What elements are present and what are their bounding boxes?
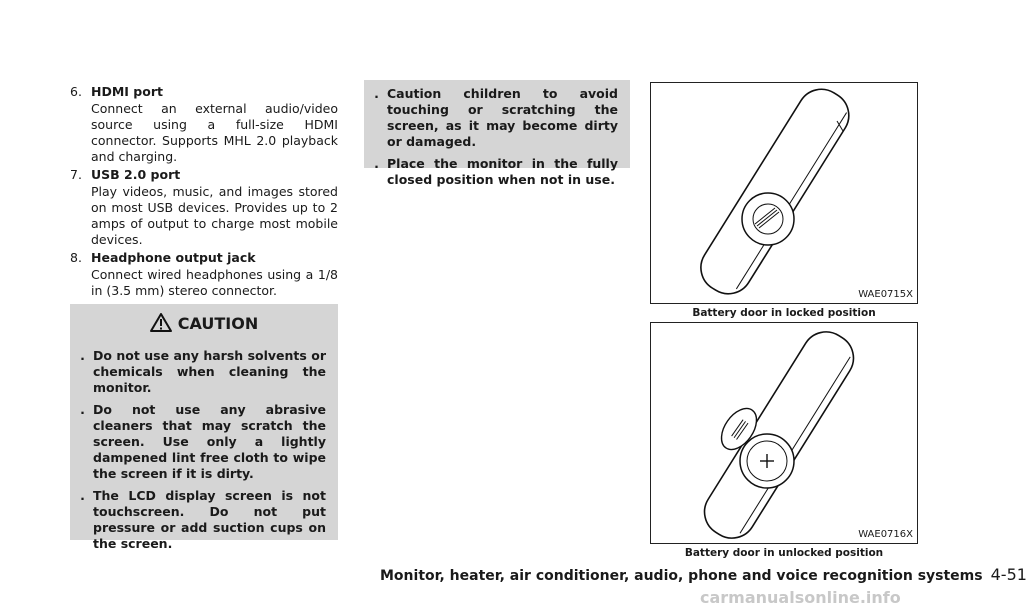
item-title: Headphone output jack	[91, 250, 256, 265]
bullet: .	[80, 348, 85, 363]
figure-battery-door-unlocked	[650, 322, 918, 544]
bullet: .	[374, 86, 379, 101]
caution-text: Do not use any abrasive cleaners that may scratch the screen. Use only a lightly dampened lint free cloth to wipe the screen if it is dirty.	[93, 402, 326, 481]
remote-unlocked-illustration	[651, 323, 917, 543]
bullet: .	[374, 156, 379, 171]
item-number: 6.	[70, 84, 82, 99]
remote-locked-illustration	[651, 83, 917, 303]
figure-code: WAE0715X	[858, 289, 913, 300]
caution-list	[70, 348, 338, 558]
item-number: 7.	[70, 167, 82, 182]
figure-caption: Battery door in locked position	[692, 307, 876, 319]
caution-text: Place the monitor in the fully closed position when not in use.	[387, 156, 618, 187]
watermark: carmanualsonline.info	[700, 588, 901, 607]
caution-item	[70, 348, 338, 396]
item-description: Connect wired headphones using a 1/8 in (3.5 mm) stereo connector.	[91, 267, 338, 298]
list-item	[70, 250, 338, 266]
caution-continued-box	[364, 80, 630, 187]
caution-item	[70, 488, 338, 552]
list-item	[70, 84, 338, 100]
item-number: 8.	[70, 250, 82, 265]
bullet: .	[80, 402, 85, 417]
section-title: Monitor, heater, air conditioner, audio, phone and voice recognition systems	[380, 568, 983, 584]
caution-heading	[70, 312, 338, 339]
page-number: 4-51	[990, 565, 1027, 584]
caution-box	[70, 304, 338, 551]
list-item	[70, 167, 338, 183]
caution-item	[70, 402, 338, 482]
item-description: Play videos, music, and images stored on most USB devices. Provides up to 2 amps of output to charge most mobile devices.	[91, 184, 338, 247]
caution-title: CAUTION	[177, 314, 259, 333]
page-footer	[380, 565, 1027, 584]
figure-code: WAE0716X	[858, 529, 913, 540]
caution-text: Caution children to avoid touching or scratching the screen, as it may become dirty or damaged.	[387, 86, 618, 149]
item-title: USB 2.0 port	[91, 167, 181, 182]
feature-list	[70, 84, 338, 301]
caution-text: The LCD display screen is not touchscreen. Do not put pressure or add suction cups on the screen.	[93, 488, 326, 551]
item-title: HDMI port	[91, 84, 163, 99]
caution-item	[364, 150, 630, 188]
warning-triangle-icon	[150, 313, 172, 339]
figure-battery-door-locked	[650, 82, 918, 304]
caution-item	[364, 80, 630, 150]
figure-caption: Battery door in unlocked position	[684, 547, 884, 559]
caution-text: Do not use any harsh solvents or chemicals when cleaning the monitor.	[93, 348, 326, 395]
bullet: .	[80, 488, 85, 503]
item-description: Connect an external audio/video source using a full-size HDMI connector. Supports MHL 2.0 playback and charging.	[91, 101, 338, 164]
